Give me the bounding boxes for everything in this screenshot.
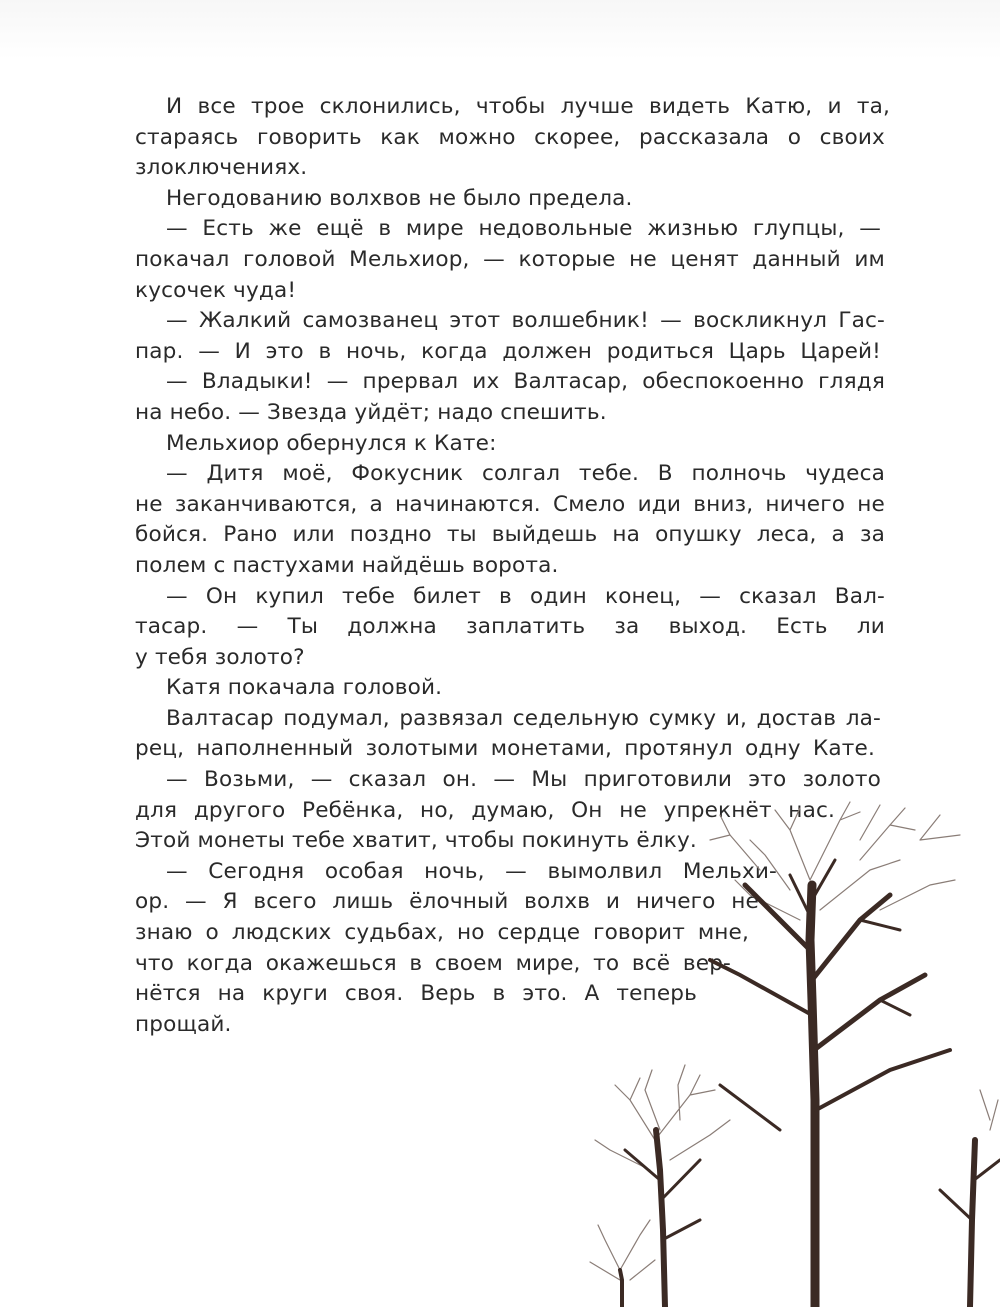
text-line: полем с пастухами найдёшь ворота.: [135, 552, 559, 578]
text-line: знаю о людских судьбах, но сердце говорит мне,: [135, 920, 749, 946]
text-line: — Жалкий самозванец этот волшебник! — воскликнул Гас-: [166, 308, 885, 334]
text-line: нётся на круги своя. Верь в это. А теперь: [135, 981, 697, 1007]
text-line: стараясь говорить как можно скорее, рассказала о своих: [135, 124, 885, 150]
text-line: кусочек чуда!: [135, 277, 297, 303]
text-line: Этой монеты тебе хватит, чтобы покинуть ёлку.: [135, 828, 697, 854]
text-line: для другого Ребёнка, но, думаю, Он не упрекнёт нас.: [135, 797, 835, 823]
text-line: покачал головой Мельхиор, — которые не ценят данный им: [135, 246, 885, 272]
text-line: злоключениях.: [135, 155, 308, 181]
text-line: бойся. Рано или поздно ты выйдешь на опушку леса, а за: [135, 522, 885, 548]
text-line: рец, наполненный золотыми монетами, протянул одну Кате.: [135, 736, 875, 762]
text-line: Валтасар подумал, развязал седельную сумку и, достав ла-: [166, 705, 881, 731]
text-line: ор. — Я всего лишь ёлочный волхв и ничего не: [135, 889, 759, 915]
text-line: — Есть же ещё в мире недовольные жизнью глупцы, —: [166, 216, 881, 242]
text-line: — Дитя моё, Фокусник солгал тебе. В полночь чудеса: [166, 461, 885, 487]
page-top-shadow: [0, 0, 1000, 60]
winter-trees-illustration: [560, 800, 1000, 1307]
text-line: — Он купил тебе билет в один конец, — сказал Вал-: [166, 583, 885, 609]
text-line: — Сегодня особая ночь, — вымолвил Мельхи-: [166, 858, 777, 884]
text-line: — Владыки! — прервал их Валтасар, обеспокоенно глядя: [166, 369, 885, 395]
text-line: на небо. — Звезда уйдёт; надо спешить.: [135, 399, 607, 425]
text-line: что когда окажешься в своем мире, то всё вер-: [135, 950, 731, 976]
text-line: тасар. — Ты должна заплатить за выход. Есть ли: [135, 614, 885, 640]
text-line: И все трое склонились, чтобы лучше видеть Катю, и та,: [166, 94, 890, 119]
text-line: Негодованию волхвов не было предела.: [166, 185, 633, 211]
tree-trunks: [620, 860, 1000, 1307]
text-line: Катя покачала головой.: [166, 675, 443, 701]
text-line: не заканчиваются, а начинаются. Смело иди вниз, ничего не: [135, 491, 885, 517]
text-line: у тебя золото?: [135, 644, 305, 670]
text-line: — Возьми, — сказал он. — Мы приготовили это золото: [166, 767, 881, 793]
text-line: прощай.: [135, 1011, 232, 1037]
text-line: пар. — И это в ночь, когда должен родиться Царь Царей!: [135, 338, 881, 364]
twig-canopy: [590, 802, 998, 1280]
text-line: Мельхиор обернулся к Кате:: [166, 430, 497, 456]
